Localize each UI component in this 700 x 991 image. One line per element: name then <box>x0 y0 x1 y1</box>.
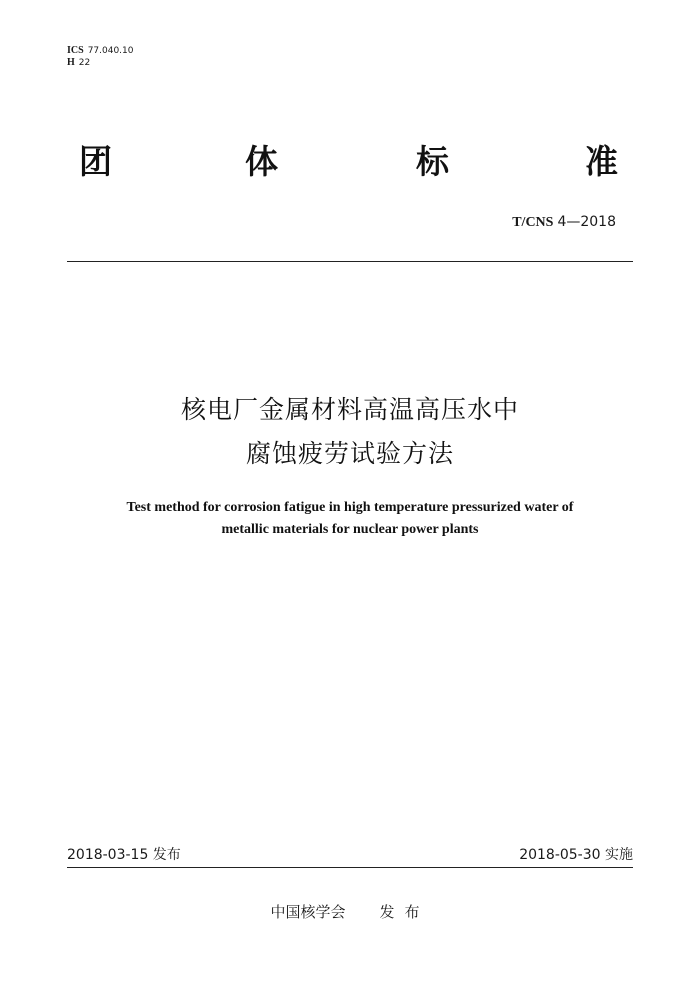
title-en-line-1: Test method for corrosion fatigue in high temperature pressurized water of <box>126 500 574 515</box>
implementation-date: 2018-05-30 实施 <box>519 847 633 863</box>
standard-number-prefix: T/CNS <box>512 215 554 230</box>
ccs-label: H <box>67 57 75 68</box>
standard-type-char-2: 体 <box>245 142 278 181</box>
standard-number <box>512 213 616 232</box>
ics-value: 77.040.10 <box>87 46 134 56</box>
footer-divider <box>67 867 633 868</box>
header-divider <box>67 261 633 262</box>
standard-type-char-1: 团 <box>79 142 112 181</box>
publisher-action: 发布 <box>379 903 430 921</box>
standard-type-char-4: 准 <box>585 142 618 181</box>
ics-label: ICS <box>67 45 84 56</box>
publisher-organization: 中国核学会 <box>270 903 346 921</box>
issue-date: 2018-03-15 发布 <box>67 847 181 863</box>
standard-type-char-3: 标 <box>416 142 449 181</box>
ccs-code <box>67 57 90 69</box>
title-en-line-2: metallic materials for nuclear power plants <box>221 522 479 537</box>
ics-code <box>67 45 134 57</box>
title-cn-line-2: 腐蚀疲劳试验方法 <box>245 439 454 468</box>
title-cn-line-1: 核电厂金属材料高温高压水中 <box>180 395 519 424</box>
standard-number-value: 4—2018 <box>557 214 616 230</box>
ccs-value: 22 <box>78 58 91 68</box>
publisher <box>0 902 700 922</box>
